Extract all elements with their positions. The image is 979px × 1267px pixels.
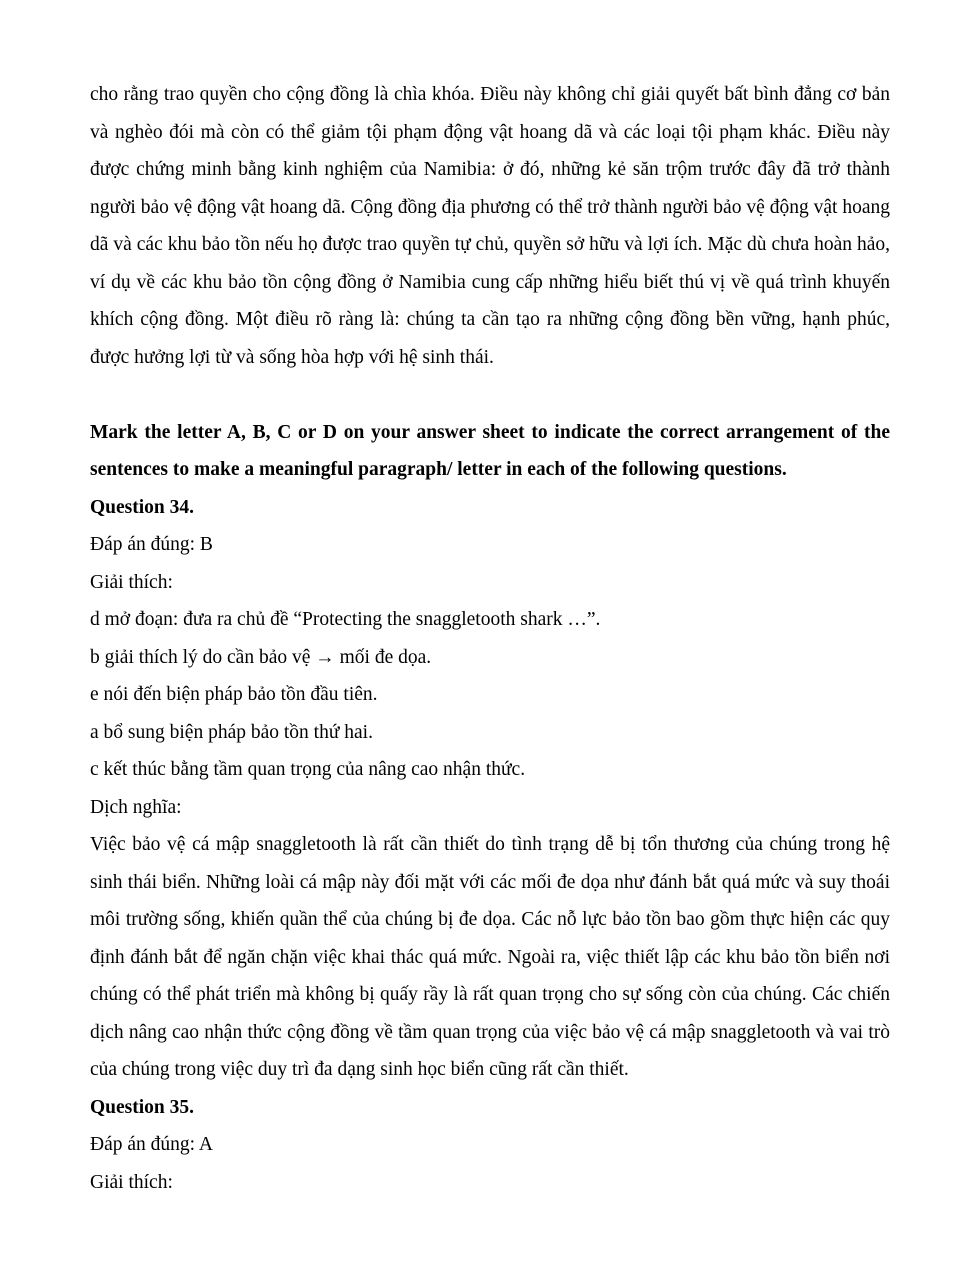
question-34-translation-label: Dịch nghĩa: [90, 796, 182, 818]
instruction-paragraph: Mark the letter A, B, C or D on your answer sheet to indicate the correct arrangement of the sentences to make a meaningful paragraph/ letter in each of the following questions. [90, 421, 890, 480]
question-34-point: b giải thích lý do cần bảo vệ → mối đe dọa. [90, 646, 432, 668]
question-34-point: e nói đến biện pháp bảo tồn đầu tiên. [90, 684, 378, 705]
question-34-explain-label: Giải thích: [90, 571, 173, 593]
question-34-point: a bổ sung biện pháp bảo tồn thứ hai. [90, 721, 373, 743]
question-34-answer: Đáp án đúng: B [90, 534, 213, 555]
question-34-point: c kết thúc bằng tầm quan trọng của nâng cao nhận thức. [90, 759, 526, 780]
intro-paragraph: cho rằng trao quyền cho cộng đồng là chìa khóa. Điều này không chỉ giải quyết bất bình đẳng cơ bản và nghèo đói mà còn có thể giảm tội phạm động vật hoang dã và các loại tội phạm khác. Điều này được chứng minh bằng kinh nghiệm của Namibia: ở đó, những kẻ săn trộm trước đây đã trở thành người bảo vệ động vật hoang dã. Cộng đồng địa phương có thể trở thành người bảo vệ động vật hoang dã và các khu bảo tồn nếu họ được trao quyền tự chủ, quyền sở hữu và lợi ích. Mặc dù chưa hoàn hảo, ví dụ về các khu bảo tồn cộng đồng ở Namibia cung cấp những hiểu biết thú vị về quá trình khuyến khích cộng đồng. Một điều rõ ràng là: chúng ta cần tạo ra những cộng đồng bền vững, hạnh phúc, được hưởng lợi từ và sống hòa hợp với hệ sinh thái. [90, 84, 890, 368]
question-35-answer: Đáp án đúng: A [90, 1134, 213, 1155]
question-34-point: d mở đoạn: đưa ra chủ đề “Protecting the snaggletooth shark …”. [90, 609, 601, 630]
question-35-explain-label: Giải thích: [90, 1171, 173, 1193]
blank-line [90, 376, 890, 414]
question-34-heading: Question 34. [90, 496, 195, 518]
question-35-heading: Question 35. [90, 1096, 195, 1118]
question-34-translation: Việc bảo vệ cá mập snaggletooth là rất cần thiết do tình trạng dễ bị tổn thương của chúng trong hệ sinh thái biển. Những loài cá mập này đối mặt với các mối đe dọa như đánh bắt quá mức và suy thoái môi trường sống, khiến quần thể của chúng bị đe dọa. Các nỗ lực bảo tồn bao gồm thực hiện các quy định đánh bắt để ngăn chặn việc khai thác quá mức. Ngoài ra, việc thiết lập các khu bảo tồn biển nơi chúng có thể phát triển mà không bị quấy rầy là rất quan trọng cho sự sống còn của chúng. Các chiến dịch nâng cao nhận thức cộng đồng về tầm quan trọng của việc bảo vệ cá mập snaggletooth và vai trò của chúng trong việc duy trì đa dạng sinh học biển cũng rất cần thiết. [90, 834, 890, 1080]
